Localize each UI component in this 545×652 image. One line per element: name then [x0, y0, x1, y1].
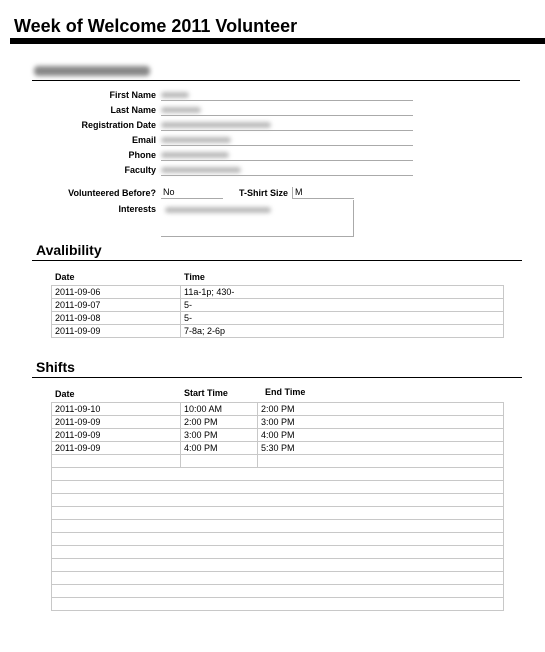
empty-cell: [52, 507, 504, 520]
shifts-header-end-time: End Time: [265, 387, 306, 397]
page-title: Week of Welcome 2011 Volunteer: [14, 16, 298, 36]
shifts-divider: [32, 377, 522, 378]
field-label-last-name: Last Name: [110, 105, 156, 115]
table-row: [52, 403, 504, 416]
redacted-value: [165, 207, 271, 213]
availability-title: Avalibility: [36, 242, 102, 258]
availability-date-cell: 2011-09-08: [52, 312, 181, 325]
redacted-value: [161, 152, 229, 158]
field-value-phone: [161, 149, 413, 161]
availability-date-cell: 2011-09-06: [52, 286, 181, 299]
table-row: [52, 442, 504, 455]
name-divider: [32, 80, 520, 81]
availability-time-cell: 11a-1p; 430-: [181, 286, 504, 299]
table-row-empty: [52, 559, 504, 572]
empty-cell: [52, 546, 504, 559]
shift-start-cell: 4:00 PM: [181, 442, 258, 455]
table-row: [52, 299, 504, 312]
table-row: [52, 312, 504, 325]
shifts-table: [51, 402, 504, 611]
redacted-value: [161, 92, 189, 98]
empty-cell: [52, 572, 504, 585]
shift-start-cell: 3:00 PM: [181, 429, 258, 442]
redacted-value: [161, 107, 201, 113]
availability-date-cell: 2011-09-09: [52, 325, 181, 338]
table-row: [52, 455, 504, 468]
field-label-email: Email: [131, 135, 156, 145]
table-row-empty: [52, 546, 504, 559]
shift-date-cell: [52, 455, 181, 468]
availability-time-cell: 5-: [181, 312, 504, 325]
table-row-empty: [52, 494, 504, 507]
shifts-header-date: Date: [55, 389, 75, 399]
table-row-empty: [52, 572, 504, 585]
availability-header-date: Date: [55, 272, 75, 282]
volunteer-name-redacted: [34, 66, 150, 76]
table-row-empty: [52, 507, 504, 520]
field-label-faculty: Faculty: [124, 165, 156, 175]
redacted-value: [161, 137, 231, 143]
shift-end-cell: 5:30 PM: [258, 442, 504, 455]
table-row: [52, 416, 504, 429]
field-value-registration-date: [161, 119, 413, 131]
shift-start-cell: [181, 455, 258, 468]
table-row: [52, 325, 504, 338]
table-row-empty: [52, 533, 504, 546]
field-value-faculty: [161, 164, 413, 176]
table-row: [52, 429, 504, 442]
shift-end-cell: 4:00 PM: [258, 429, 504, 442]
redacted-value: [161, 167, 241, 173]
availability-table: [51, 285, 504, 338]
table-row-empty: [52, 598, 504, 611]
shift-end-cell: 2:00 PM: [258, 403, 504, 416]
field-label-phone: Phone: [128, 150, 156, 160]
table-row-empty: [52, 481, 504, 494]
availability-time-cell: 5-: [181, 299, 504, 312]
shift-end-cell: 3:00 PM: [258, 416, 504, 429]
empty-cell: [52, 481, 504, 494]
availability-time-cell: 7-8a; 2-6p: [181, 325, 504, 338]
tshirt-size-label: T-Shirt Size: [238, 188, 288, 198]
shift-date-cell: 2011-09-09: [52, 429, 181, 442]
availability-date-cell: 2011-09-07: [52, 299, 181, 312]
shift-end-cell: [258, 455, 504, 468]
shift-start-cell: 10:00 AM: [181, 403, 258, 416]
shift-start-cell: 2:00 PM: [181, 416, 258, 429]
empty-cell: [52, 520, 504, 533]
redacted-value: [161, 122, 271, 128]
table-row-empty: [52, 585, 504, 598]
field-value-last-name: [161, 104, 413, 116]
field-label-first-name: First Name: [109, 90, 156, 100]
field-label-registration-date: Registration Date: [81, 120, 156, 130]
title-divider: [10, 38, 545, 44]
shift-date-cell: 2011-09-09: [52, 442, 181, 455]
availability-divider: [32, 260, 522, 261]
empty-cell: [52, 533, 504, 546]
availability-header-time: Time: [184, 272, 205, 282]
table-row: [52, 286, 504, 299]
field-value-email: [161, 134, 413, 146]
empty-cell: [52, 585, 504, 598]
empty-cell: [52, 559, 504, 572]
field-value-first-name: [161, 89, 413, 101]
empty-cell: [52, 494, 504, 507]
shifts-header-start-time: Start Time: [184, 388, 228, 398]
shifts-title: Shifts: [36, 359, 75, 375]
empty-cell: [52, 468, 504, 481]
table-row-empty: [52, 468, 504, 481]
interests-box: [161, 200, 354, 237]
empty-cell: [52, 598, 504, 611]
interests-label: Interests: [118, 204, 156, 214]
volunteered-before-value: No: [161, 187, 223, 199]
volunteered-before-label: Volunteered Before?: [68, 188, 156, 198]
tshirt-size-value: M: [292, 187, 354, 199]
shift-date-cell: 2011-09-09: [52, 416, 181, 429]
shift-date-cell: 2011-09-10: [52, 403, 181, 416]
table-row-empty: [52, 520, 504, 533]
